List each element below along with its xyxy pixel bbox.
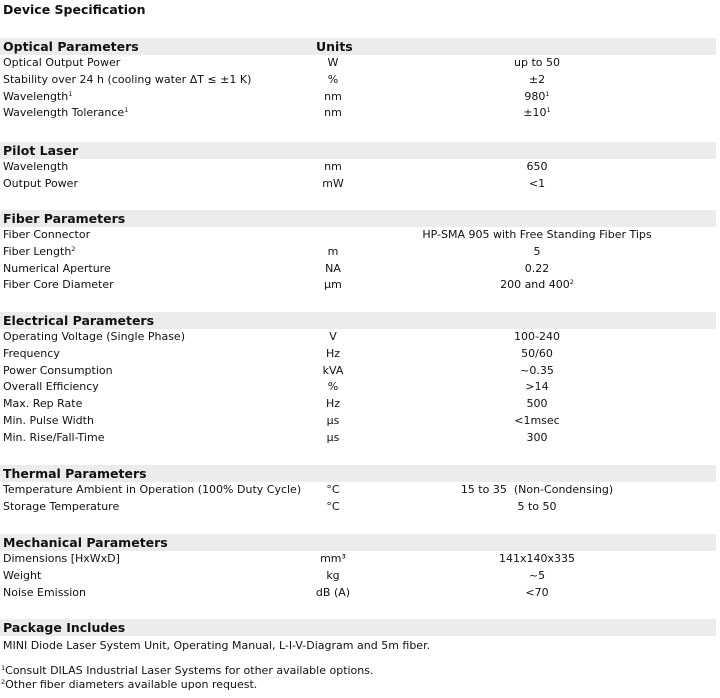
param-name: Output Power xyxy=(3,176,78,190)
section-title: Thermal Parameters xyxy=(3,466,147,481)
section-title: Package Includes xyxy=(3,620,126,635)
spec-row xyxy=(0,482,716,499)
section-header xyxy=(0,38,716,55)
spec-row xyxy=(0,499,716,516)
footnote-ref: 2 xyxy=(569,278,574,287)
section-title: Electrical Parameters xyxy=(3,313,155,328)
param-value: <1 xyxy=(528,176,546,190)
footnote-ref: 1 xyxy=(124,106,129,115)
param-value: <70 xyxy=(525,585,549,599)
param-unit: % xyxy=(327,72,339,86)
section-pilot-laser xyxy=(0,142,716,193)
param-unit: kVA xyxy=(322,363,344,377)
spec-row xyxy=(0,159,716,176)
section-title: Pilot Laser xyxy=(3,143,79,158)
param-name: Wavelength$^1$ xyxy=(3,89,73,103)
param-unit: W xyxy=(327,56,339,69)
section-title: Mechanical Parameters xyxy=(3,535,168,550)
spec-row xyxy=(0,379,716,396)
param-unit: % xyxy=(327,380,339,394)
spec-row xyxy=(0,55,716,72)
param-value: ±2 xyxy=(528,72,546,86)
param-value: <1msec xyxy=(514,413,560,427)
param-value: 200 and $400^2$ xyxy=(500,278,574,292)
param-unit: Hz xyxy=(325,346,341,360)
param-value: 0.22 xyxy=(524,261,550,275)
section-package xyxy=(0,619,716,636)
section-mechanical xyxy=(0,534,716,601)
spec-row xyxy=(0,89,716,106)
spec-row xyxy=(0,261,716,278)
param-name: Power Consumption xyxy=(3,363,113,377)
section-thermal xyxy=(0,465,716,516)
footnote-ref: 2 xyxy=(71,244,76,253)
param-unit: NA xyxy=(325,261,341,275)
param-value: 50/60 xyxy=(521,346,553,360)
section-header xyxy=(0,534,716,551)
section-title: Optical Parameters xyxy=(3,39,139,54)
spec-row xyxy=(0,72,716,89)
spec-row xyxy=(0,105,716,122)
param-name: Noise Emission xyxy=(3,585,86,599)
units-column-header: Units xyxy=(316,39,353,54)
spec-row xyxy=(0,227,716,244)
param-unit: mm³ xyxy=(320,552,346,565)
spec-row xyxy=(0,346,716,363)
param-value: ~5 xyxy=(528,568,546,582)
section-header xyxy=(0,312,716,329)
footnote-text: Other fiber diameters available upon request. xyxy=(5,678,258,691)
param-name: Wavelength Tolerance$^1$ xyxy=(3,106,129,120)
param-name: Fiber Core Diameter xyxy=(3,278,114,292)
page-title: Device Specification xyxy=(3,2,146,17)
param-unit: Hz xyxy=(325,397,341,411)
param-name: Frequency xyxy=(3,346,60,360)
param-name: Temperature Ambient in Operation (100% Duty Cycle) xyxy=(3,483,302,496)
spec-row xyxy=(0,585,716,602)
param-value: 650 xyxy=(526,160,548,173)
param-unit: °C xyxy=(326,483,340,496)
package-contents: MINI Diode Laser System Unit, Operating Manual, L-I-V-Diagram and 5m fiber. xyxy=(3,639,431,652)
spec-row xyxy=(0,363,716,380)
param-name: Fiber Length$^2$ xyxy=(3,244,76,258)
spec-row xyxy=(0,413,716,430)
param-unit: µm xyxy=(324,278,342,292)
param-value: 5 to 50 xyxy=(517,499,557,513)
param-unit: nm xyxy=(324,160,342,173)
spec-row xyxy=(0,244,716,261)
param-unit: nm xyxy=(324,106,342,120)
footnote xyxy=(1,678,257,691)
section-electrical xyxy=(0,312,716,447)
param-name: Weight xyxy=(3,568,42,582)
param-unit: °C xyxy=(326,499,340,513)
section-optical xyxy=(0,38,716,122)
spec-row xyxy=(0,568,716,585)
param-unit: mW xyxy=(322,176,344,190)
param-unit: V xyxy=(329,330,337,343)
param-name: Stability over 24 h (cooling water ΔT ≤ ±1 K) xyxy=(3,72,252,86)
param-name: Numerical Aperture xyxy=(3,261,111,275)
param-unit: kg xyxy=(326,568,340,582)
footnote-ref: 1 xyxy=(545,89,550,98)
spec-row xyxy=(0,329,716,346)
param-unit: dB (A) xyxy=(315,585,351,599)
footnote-mark: 2 xyxy=(1,678,6,686)
spec-row xyxy=(0,430,716,447)
param-value: 15 to 35 (Non-Condensing) xyxy=(460,483,614,496)
param-value: 5 xyxy=(533,244,541,258)
param-value: up to 50 xyxy=(514,56,560,69)
param-name: Min. Pulse Width xyxy=(3,413,94,427)
section-header xyxy=(0,142,716,159)
footnote-ref: 1 xyxy=(68,89,73,98)
footnote-ref: 1 xyxy=(546,106,551,115)
param-value: 100-240 xyxy=(514,330,560,343)
param-unit: µs xyxy=(326,430,340,444)
param-unit: nm xyxy=(324,89,342,103)
param-value: ~0.35 xyxy=(520,363,554,377)
param-name: Max. Rep Rate xyxy=(3,397,83,411)
section-header xyxy=(0,619,716,636)
footnote-mark: 1 xyxy=(1,664,6,672)
section-title: Fiber Parameters xyxy=(3,211,126,226)
param-name: Dimensions [HxWxD] xyxy=(3,552,120,565)
param-name: Fiber Connector xyxy=(3,228,91,241)
param-name: Storage Temperature xyxy=(3,499,120,513)
footnote xyxy=(1,664,374,677)
section-header xyxy=(0,465,716,482)
spec-row xyxy=(0,277,716,294)
param-name: Optical Output Power xyxy=(3,56,121,69)
footnote-text: Consult DILAS Industrial Laser Systems for other available options. xyxy=(5,664,374,677)
spec-row xyxy=(0,176,716,193)
param-value: 500 xyxy=(526,397,548,411)
param-value: $980^1$ xyxy=(524,89,550,103)
param-value: HP-SMA 905 with Free Standing Fiber Tips xyxy=(422,228,652,241)
param-unit: µs xyxy=(326,413,340,427)
section-header xyxy=(0,210,716,227)
param-value: 141x140x335 xyxy=(498,552,575,565)
section-fiber xyxy=(0,210,716,294)
spec-row xyxy=(0,551,716,568)
param-name: Operating Voltage (Single Phase) xyxy=(3,330,185,343)
param-name: Min. Rise/Fall-Time xyxy=(3,430,105,444)
param-name: Overall Efficiency xyxy=(3,380,99,394)
spec-row xyxy=(0,396,716,413)
param-value: $\pm 10^1$ xyxy=(523,106,551,120)
param-value: >14 xyxy=(525,380,549,394)
param-name: Wavelength xyxy=(3,160,69,173)
param-unit: m xyxy=(327,244,339,258)
param-value: 300 xyxy=(526,430,548,444)
